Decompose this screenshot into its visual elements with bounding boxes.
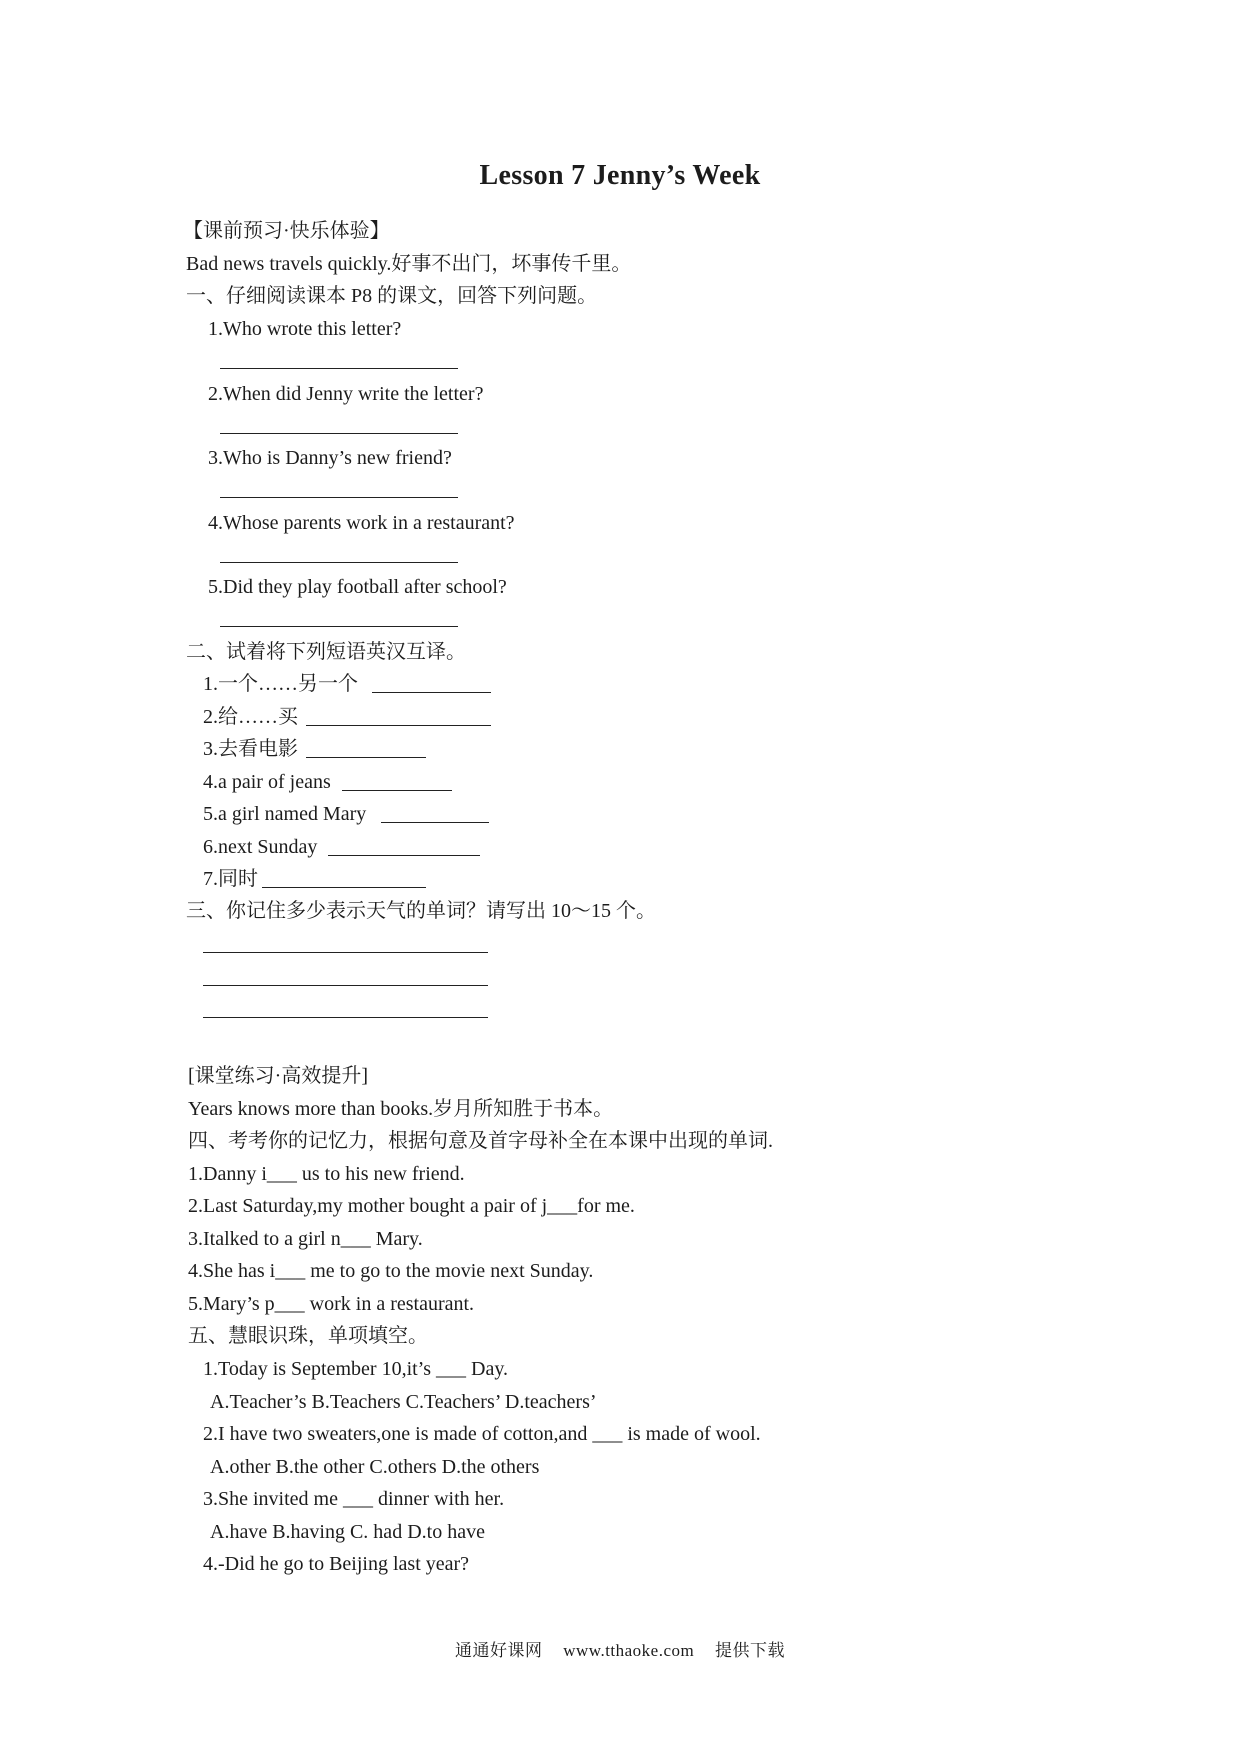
phrase-blank [328, 855, 480, 856]
mc-options: A.Teacher’s B.Teachers C.Teachers’ D.teachers’ [210, 1391, 597, 1413]
section-heading-prep: 【课前预习·快乐体验】 [183, 220, 390, 242]
mc-question: 3.She invited me ___ dinner with her. [203, 1488, 505, 1510]
phrase-item: 3.去看电影 [203, 738, 298, 760]
phrase-blank [342, 790, 452, 791]
fill-word-item: 4.She has i___ me to go to the movie next Sunday. [188, 1260, 594, 1282]
answer-blank [220, 433, 458, 434]
mc-options: A.have B.having C. had D.to have [210, 1521, 485, 1543]
phrase-blank [262, 887, 426, 888]
fill-word-item: 2.Last Saturday,my mother bought a pair of j___for me. [188, 1195, 635, 1217]
answer-blank [220, 562, 458, 563]
proverb-class: Years knows more than books.岁月所知胜于书本。 [188, 1098, 614, 1120]
fill-word-item: 1.Danny i___ us to his new friend. [188, 1163, 465, 1185]
phrase-item: 6.next Sunday [203, 836, 318, 858]
part2-heading: 二、试着将下列短语英汉互译。 [186, 641, 466, 663]
phrase-item: 2.给……买 [203, 706, 298, 728]
phrase-item: 7.同时 [203, 868, 258, 890]
part1-heading: 一、仔细阅读课本 P8 的课文，回答下列问题。 [186, 285, 598, 307]
mc-question: 1.Today is September 10,it’s ___ Day. [203, 1358, 509, 1380]
mc-options: A.other B.the other C.others D.the others [210, 1456, 540, 1478]
mc-question: 2.I have two sweaters,one is made of cotton,and ___ is made of wool. [203, 1423, 761, 1445]
question-item: 1.Who wrote this letter? [208, 318, 402, 340]
fill-word-item: 5.Mary’s p___ work in a restaurant. [188, 1293, 475, 1315]
answer-blank [220, 368, 458, 369]
part5-heading: 五、慧眼识珠，单项填空。 [188, 1325, 428, 1347]
footer-url[interactable]: www.tthaoke.com [563, 1641, 695, 1660]
part4-heading: 四、考考你的记忆力，根据句意及首字母补全在本课中出现的单词. [188, 1130, 773, 1152]
answer-blank [220, 497, 458, 498]
phrase-blank [372, 692, 491, 693]
fill-word-item: 3.Italked to a girl n___ Mary. [188, 1228, 423, 1250]
phrase-blank [306, 757, 426, 758]
phrase-item: 5.a girl named Mary [203, 803, 367, 825]
page-title: Lesson 7 Jenny’s Week [479, 160, 761, 191]
page-footer [0, 1636, 1240, 1661]
weather-words-blank [203, 952, 488, 953]
section-heading-class: [课堂练习·高效提升] [188, 1065, 368, 1087]
question-item: 3.Who is Danny’s new friend? [208, 447, 452, 469]
answer-blank [220, 626, 458, 627]
phrase-item: 4.a pair of jeans [203, 771, 331, 793]
footer-site-name: 通通好课网 [454, 1641, 543, 1660]
mc-question: 4.-Did he go to Beijing last year? [203, 1553, 470, 1575]
question-item: 4.Whose parents work in a restaurant? [208, 512, 515, 534]
weather-words-blank [203, 985, 488, 986]
weather-words-blank [203, 1017, 488, 1018]
phrase-item: 1.一个……另一个 [203, 673, 358, 695]
question-item: 5.Did they play football after school? [208, 576, 507, 598]
footer-suffix: 提供下载 [715, 1641, 786, 1660]
question-item: 2.When did Jenny write the letter? [208, 383, 484, 405]
phrase-blank [381, 822, 489, 823]
proverb-prep: Bad news travels quickly.好事不出门，坏事传千里。 [186, 253, 632, 275]
phrase-blank [306, 725, 491, 726]
part3-heading: 三、你记住多少表示天气的单词？请写出 10～15 个。 [186, 900, 656, 922]
